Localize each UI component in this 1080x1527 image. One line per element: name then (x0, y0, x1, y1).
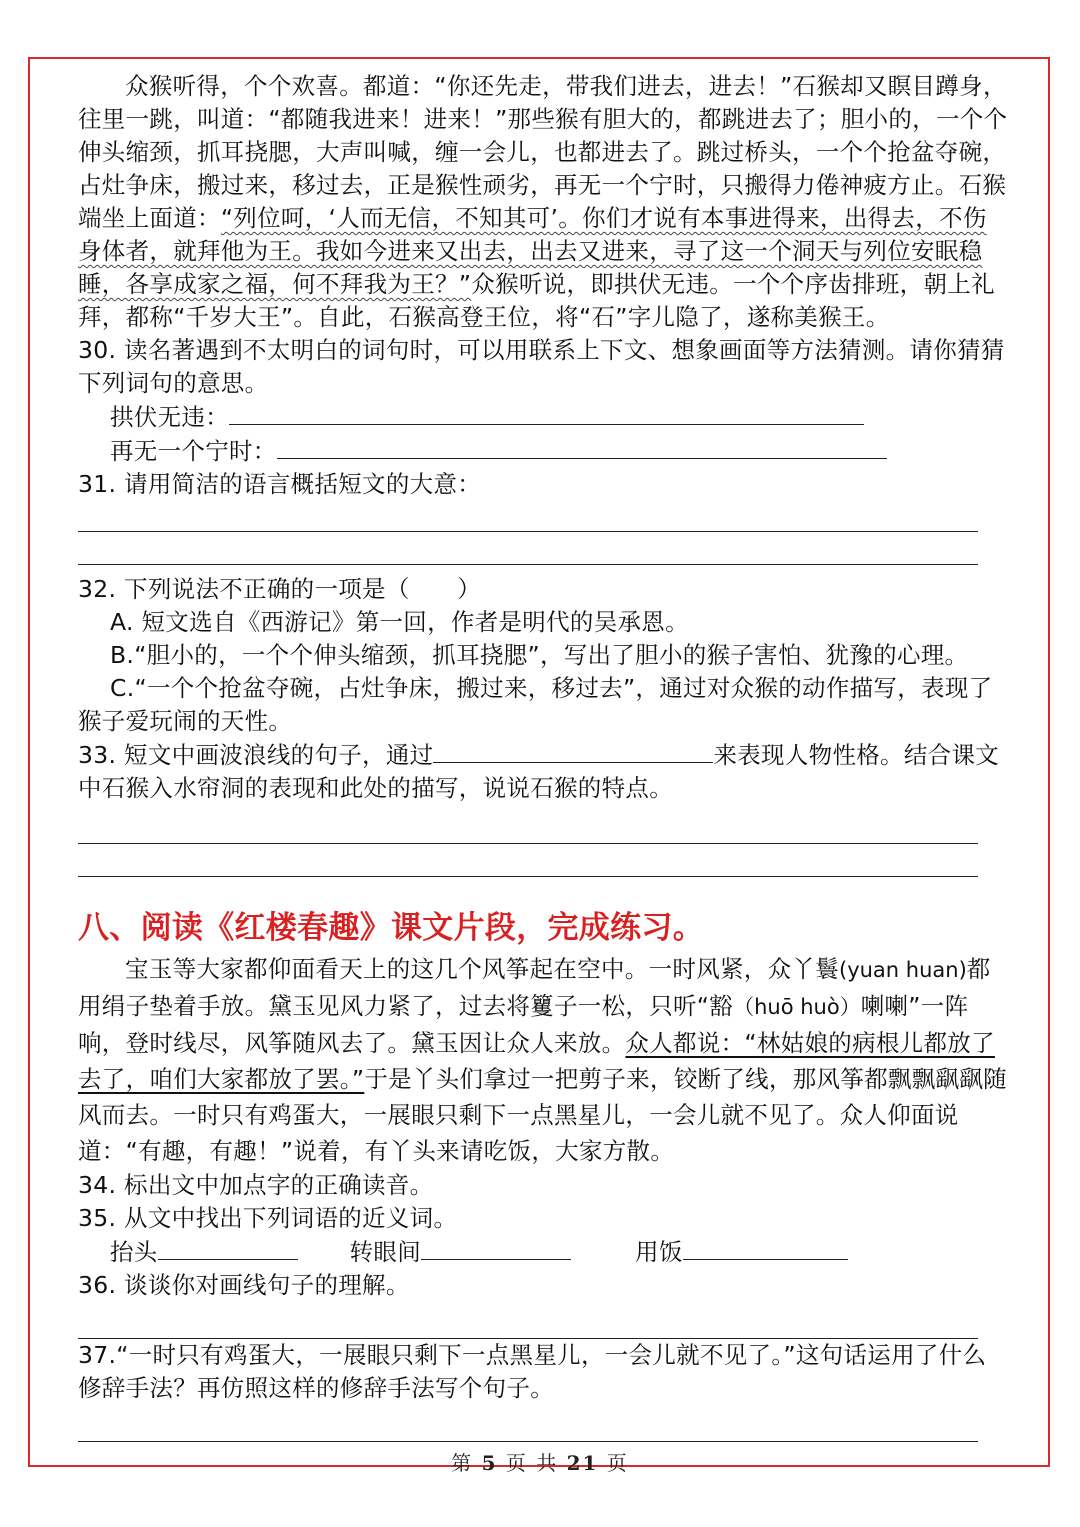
question-36: 36. 谈谈你对画线句子的理解。 (78, 1271, 410, 1299)
pinyin-yuanhuan: (yuan huan) (839, 958, 967, 982)
passage2-text-1: 宝玉等大家都仰面看天上的这几个风筝起在空中。一时风紧，众丫鬟 (125, 955, 839, 983)
q35-word-3: 用饭 (635, 1238, 683, 1266)
passage-text-1: 众猴听得，个个欢喜。都道：“你还先走，带我们进去，进去！”石猴却又瞑目蹲身，往里一跳，叫道：“都随我进来！进来！”那些猴有胆大的，都跳进去了；胆小的，一个个伸头缩颈，抓耳挠腮，大声叫喊，缠一会儿，也都进去了。跳过桥头，一个个抢盆夺碗，占灶争床，搬过来，移过去，正是猴性顽劣，再无一个宁时，只搬得力倦神疲方止。石猴端坐上面道： (78, 72, 1008, 232)
question-31: 31. 请用简洁的语言概括短文的大意： (78, 470, 482, 498)
q31-answer-line-2[interactable] (78, 532, 978, 565)
q35-word-2: 转眼间 (349, 1238, 422, 1266)
q37-answer-line[interactable] (78, 1405, 978, 1442)
q36-answer-line[interactable] (78, 1302, 978, 1339)
question-37: 37.“一时只有鸡蛋大，一展眼只剩下一点黑星儿，一会儿就不见了。”这句话运用了什么修辞手法？再仿照这样的修辞手法写个句子。 (78, 1341, 987, 1402)
footer-suffix: 页 (606, 1451, 629, 1475)
worksheet-content (78, 70, 1008, 1442)
question-30: 30. 读名著遇到不太明白的词句时，可以用联系上下文、想象画面等方法猜测。请你猜猜下列词句的意思。 (78, 336, 1005, 397)
q30-item-2-label: 再无一个宁时： (110, 437, 277, 465)
footer-middle: 页 共 (505, 1451, 559, 1475)
q33-answer-line-2[interactable] (78, 844, 978, 877)
wavy-underlined-sentence: “列位呵，‘人而无信，不知其可’。你们才说有本事进得来，出得去，不伤身体者，就拜他为王。我如今进来又出去，出去又进来，寻了这一个洞天与列位安眠稳睡，各享成家之福，何不拜我为王？” (78, 204, 987, 298)
underlined-sentence: 众人都说：“林姑娘的病根儿都放了去了，咱们大家都放了罢。” (78, 1029, 995, 1093)
q30-item-2 (78, 434, 1008, 468)
q33-answer-blank[interactable] (433, 738, 713, 763)
passage-text-2: 众猴听说，即拱伏无违。一个个序齿排班，朝上礼拜，都称“千岁大王”。自此，石猴高登王位，将“石”字儿隐了，遂称美猴王。 (78, 270, 995, 331)
q31-answer-line-1[interactable] (78, 501, 978, 532)
q35-blank-2[interactable] (421, 1235, 571, 1260)
question-32: 32. 下列说法不正确的一项是（ ） (78, 575, 482, 603)
pinyin-huohuo: （huō huò） (733, 995, 861, 1019)
question-34: 34. 标出文中加点字的正确读音。 (78, 1171, 434, 1199)
q33-text-after: 来表现人物性格。结合课文中石猴入水帘洞的表现和此处的描写，说说石猴的特点。 (78, 741, 1000, 802)
q35-items (78, 1235, 1008, 1269)
question-33 (78, 738, 1008, 805)
page-footer (0, 1447, 1080, 1476)
q35-blank-1[interactable] (158, 1235, 298, 1260)
page-number: 5 (481, 1451, 498, 1475)
passage2-text-2: 都用绢子垫着手放。黛玉见风力紧了，过去将籰子一松，只听“豁 (78, 955, 991, 1020)
q33-text-before: 33. 短文中画波浪线的句子，通过 (78, 741, 434, 769)
question-35: 35. 从文中找出下列词语的近义词。 (78, 1204, 458, 1232)
q30-item-1-label: 拱伏无违： (110, 403, 229, 431)
passage2-text-3: 喇喇”一阵响，登时线尽，风筝随风去了。黛玉因让众人来放。 (78, 992, 969, 1057)
section-8-heading: 八、阅读《红楼春趣》课文片段，完成练习。 (78, 910, 704, 946)
passage-journey-west (78, 70, 1008, 334)
q32-option-b: B.“胆小的，一个个伸头缩颈，抓耳挠腮”，写出了胆小的猴子害怕、犹豫的心理。 (110, 641, 969, 669)
footer-prefix: 第 (451, 1451, 474, 1475)
q35-blank-3[interactable] (683, 1235, 848, 1260)
q30-item-1 (78, 400, 1008, 434)
passage-hongloumeng (78, 951, 1008, 1169)
q30-answer-blank-2[interactable] (277, 434, 887, 459)
q35-word-1: 抬头 (110, 1238, 158, 1266)
total-pages: 21 (566, 1451, 599, 1475)
q33-answer-line-1[interactable] (78, 805, 978, 844)
q30-answer-blank-1[interactable] (229, 400, 864, 425)
q32-option-c: C.“一个个抢盆夺碗，占灶争床，搬过来，移过去”，通过对众猴的动作描写，表现了猴子爱玩闹的天性。 (78, 674, 993, 735)
q32-option-a: A. 短文选自《西游记》第一回，作者是明代的吴承恩。 (110, 608, 689, 636)
passage2-text-4: 于是丫头们拿过一把剪子来，铰断了线，那风筝都飘飘飖飖随风而去。一时只有鸡蛋大，一展眼只剩下一点黑星儿，一会儿就不见了。众人仰面说道：“有趣，有趣！”说着，有丫头来请吃饭，大家方散。 (78, 1065, 1007, 1165)
